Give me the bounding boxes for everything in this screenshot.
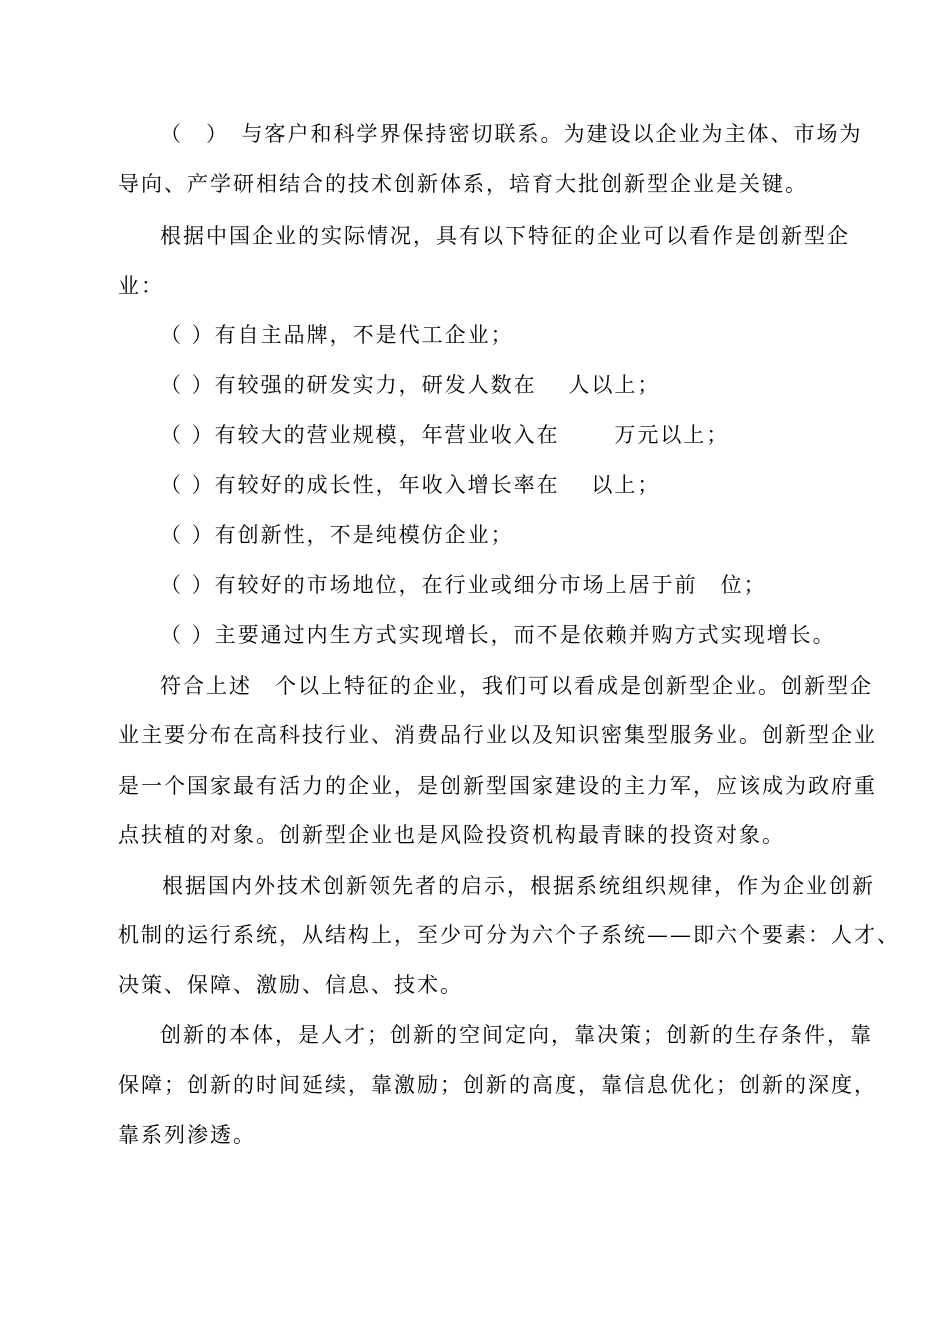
paragraph-5-line-1: 创新的本体，是人才；创新的空间定向，靠决策；创新的生存条件，靠 (160, 1023, 873, 1047)
paragraph-2-line-1: 根据中国企业的实际情况，具有以下特征的企业可以看作是创新型企 (160, 224, 850, 248)
paragraph-3-line-3: 是一个国家最有活力的企业，是创新型国家建设的主力军，应该成为政府重 (118, 774, 877, 798)
list-item-market-position: （ ）有较好的市场地位，在行业或细分市场上居于前 位； (160, 573, 767, 597)
paragraph-3-line-1: 符合上述 个以上特征的企业，我们可以看成是创新型企业。创新型企 (160, 674, 873, 698)
list-item-growth: （ ）有较好的成长性，年收入增长率在 以上； (160, 473, 661, 497)
paragraph-1-line-2: 导向、产学研相结合的技术创新体系，培育大批创新型企业是关键。 (118, 172, 808, 196)
paragraph-4-line-1: 根据国内外技术创新领先者的启示，根据系统组织规律，作为企业创新 (162, 874, 875, 898)
paragraph-4-line-2: 机制的运行系统，从结构上，至少可分为六个子系统——即六个要素：人才、 (118, 923, 900, 947)
paragraph-5-line-3: 靠系列渗透。 (118, 1123, 256, 1147)
paragraph-3-line-4: 点扶植的对象。创新型企业也是风险投资机构最青睐的投资对象。 (118, 823, 785, 847)
list-item-scale: （ ）有较大的营业规模，年营业收入在 万元以上； (160, 423, 730, 447)
paragraph-3-line-2: 业主要分布在高科技行业、消费品行业以及知识密集型服务业。创新型企业 (118, 723, 877, 747)
list-item-brand: （ ）有自主品牌，不是代工企业； (160, 323, 514, 347)
paragraph-4-line-3: 决策、保障、激励、信息、技术。 (118, 973, 463, 997)
list-item-rnd: （ ）有较强的研发实力，研发人数在 人以上； (160, 373, 661, 397)
list-item-innovation: （ ）有创新性，不是纯模仿企业； (160, 523, 514, 547)
paragraph-1-line-1: （ ） 与客户和科学界保持密切联系。为建设以企业为主体、市场为 (160, 122, 863, 146)
list-item-organic-growth: （ ）主要通过内生方式实现增长，而不是依赖并购方式实现增长。 (160, 623, 836, 647)
paragraph-5-line-2: 保障；创新的时间延续，靠激励；创新的高度，靠信息优化；创新的深度， (118, 1073, 877, 1097)
paragraph-2-line-2: 业： (118, 274, 164, 298)
